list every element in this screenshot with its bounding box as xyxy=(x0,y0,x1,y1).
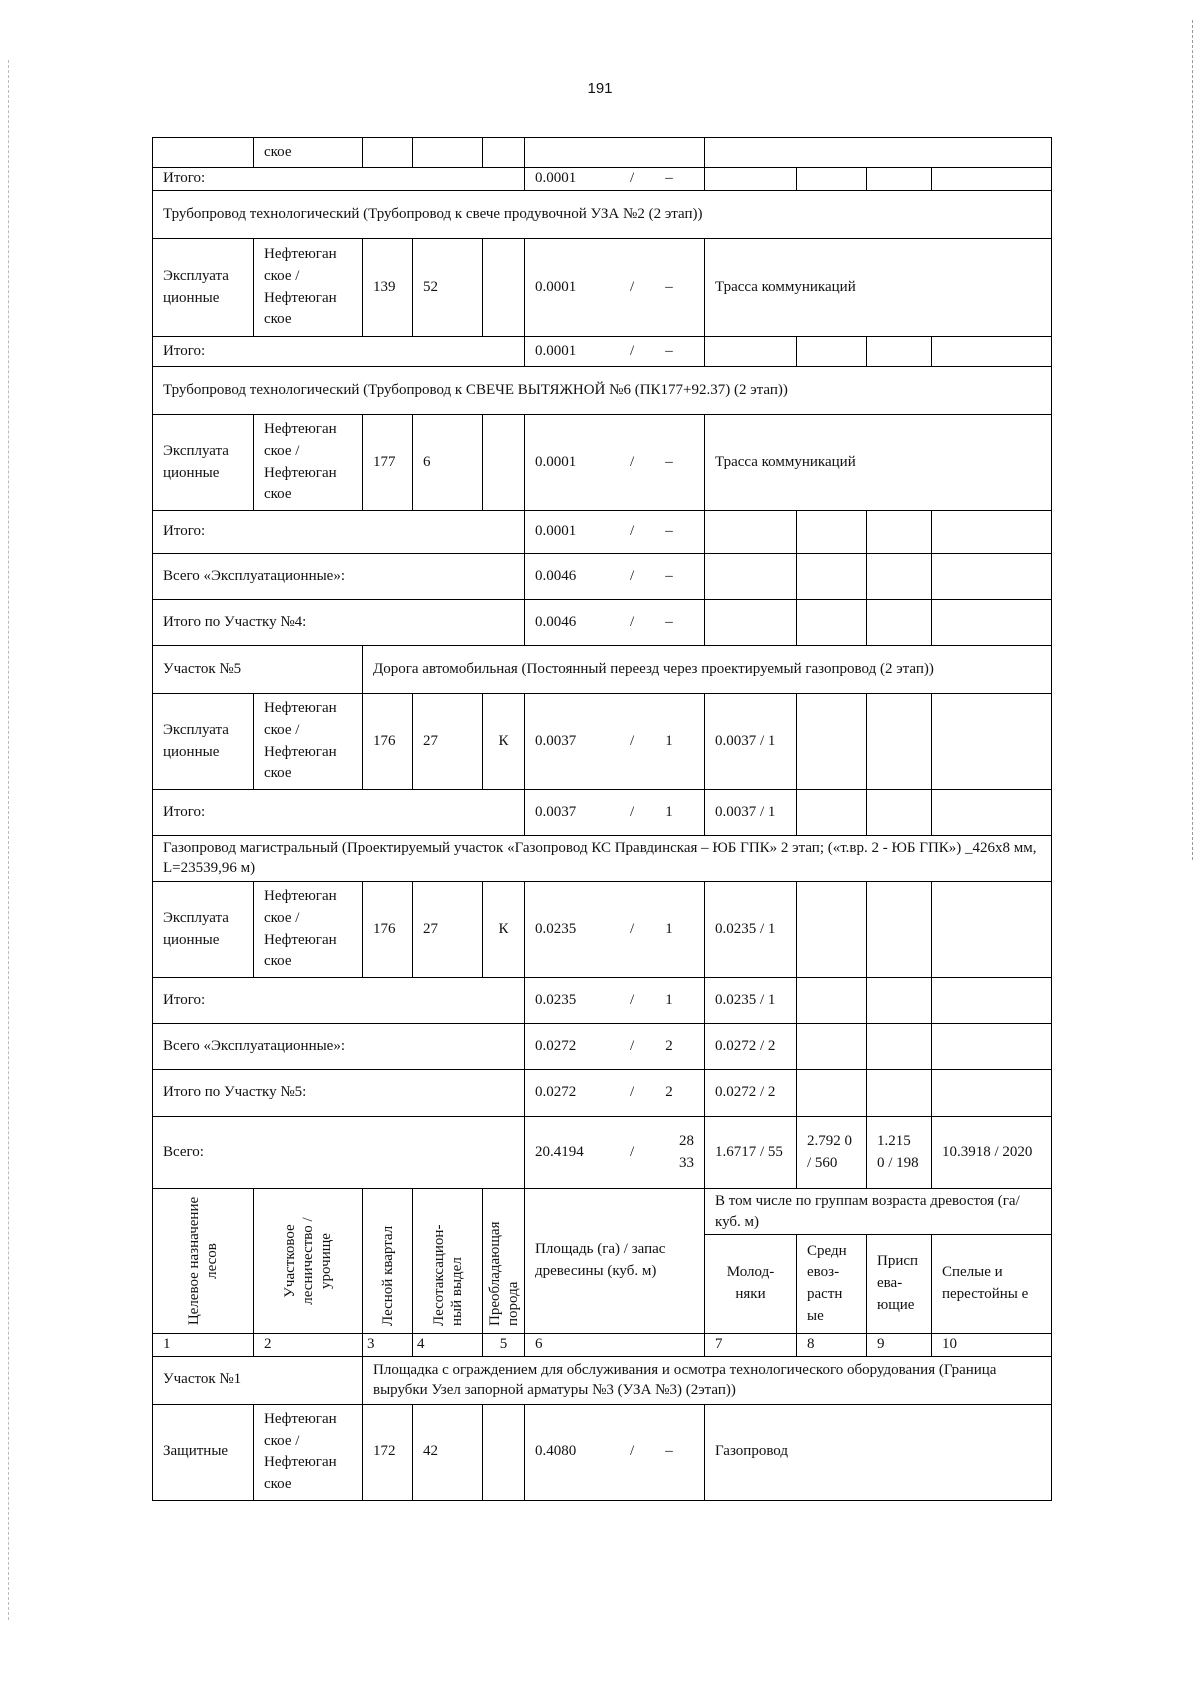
section-title-row: Газопровод магистральный (Проектируемый участок «Газопровод КС Правдинская – ЮБ ГПК» 2 этап; («т.вр. 2 - ЮБ ГПК») _426х8 мм, L=23539,96 м) xyxy=(153,836,1052,882)
table-row: Эксплуата ционные Нефтеюган ское / Нефтеюган ское 176 27 К 0.0037 / 1 0.0037 / 1 xyxy=(153,694,1052,790)
scan-edge-right xyxy=(1192,20,1194,860)
section-title-row: Трубопровод технологический (Трубопровод к свече продувочной УЗА №2 (2 этап)) xyxy=(153,191,1052,239)
header-cell: Молод- няки xyxy=(705,1235,797,1334)
header-cell: Присп ева- ющие xyxy=(867,1235,932,1334)
table-row: Всего: 20.4194 / 28 33 1.6717 / 55 2.792 0 / 560 1.215 0 / 198 10.3918 / 2020 xyxy=(153,1117,1052,1189)
header-number-row: 1 2 3 4 5 6 7 8 9 10 xyxy=(153,1334,1052,1357)
header-cell: Спелые и перестойны е xyxy=(932,1235,1052,1334)
table-row: Эксплуата ционные Нефтеюган ское / Нефтеюган ское 177 6 0.0001 / – Трасса коммуникаций xyxy=(153,415,1052,511)
table-row: Всего «Эксплуатационные»: 0.0046 / – xyxy=(153,554,1052,600)
table-row: Итого: 0.0235 / 1 0.0235 / 1 xyxy=(153,978,1052,1024)
table-row: Итого по Участку №4: 0.0046 / – xyxy=(153,600,1052,646)
header-cell: Средн евоз- растн ые xyxy=(797,1235,867,1334)
section-title-row: Участок №1 Площадка с ограждением для обслуживания и осмотра технологического оборудования (Граница вырубки Узел запорной арматуры №3 (УЗА №3) (2этап)) xyxy=(153,1356,1052,1404)
table-row: Итого: 0.0001 / – xyxy=(153,511,1052,554)
table-row: Всего «Эксплуатационные»: 0.0272 / 2 0.0272 / 2 xyxy=(153,1024,1052,1070)
table-row: ское xyxy=(153,138,1052,168)
header-cell: Площадь (га) / запас древесины (куб. м) xyxy=(525,1189,705,1334)
scan-edge-left xyxy=(8,60,10,1620)
header-row xyxy=(153,1189,1052,1235)
table-row: Эксплуата ционные Нефтеюган ское / Нефтеюган ское 139 52 0.0001 / – Трасса коммуникаций xyxy=(153,239,1052,337)
header-cell: Целевое назначение лесов xyxy=(153,1189,254,1334)
table-row: Итого: 0.0037 / 1 0.0037 / 1 xyxy=(153,790,1052,836)
header-cell: Преобладающая порода xyxy=(483,1189,525,1334)
page-number: 191 xyxy=(587,80,613,97)
section-title-row: Участок №5 Дорога автомобильная (Постоянный переезд через проектируемый газопровод (2 этап)) xyxy=(153,646,1052,694)
header-cell: Лесной квартал xyxy=(363,1189,413,1334)
header-cell: Участковое лесничество / урочище xyxy=(254,1189,363,1334)
table-row: Итого: 0.0001 / – xyxy=(153,168,1052,191)
header-group: В том числе по группам возраста древостоя (га/ куб. м) xyxy=(705,1189,1052,1235)
header-cell: Лесотаксацион- ный выдел xyxy=(413,1189,483,1334)
section-title-row: Трубопровод технологический (Трубопровод к СВЕЧЕ ВЫТЯЖНОЙ №6 (ПК177+92.37) (2 этап)) xyxy=(153,367,1052,415)
table-row: Итого: 0.0001 / – xyxy=(153,337,1052,367)
forest-table xyxy=(152,137,1052,1501)
table-row: Защитные Нефтеюган ское / Нефтеюган ское 172 42 0.4080 / – Газопровод xyxy=(153,1404,1052,1500)
table-row: Итого по Участку №5: 0.0272 / 2 0.0272 / 2 xyxy=(153,1070,1052,1117)
table-row: Эксплуата ционные Нефтеюган ское / Нефтеюган ское 176 27 К 0.0235 / 1 0.0235 / 1 xyxy=(153,882,1052,978)
